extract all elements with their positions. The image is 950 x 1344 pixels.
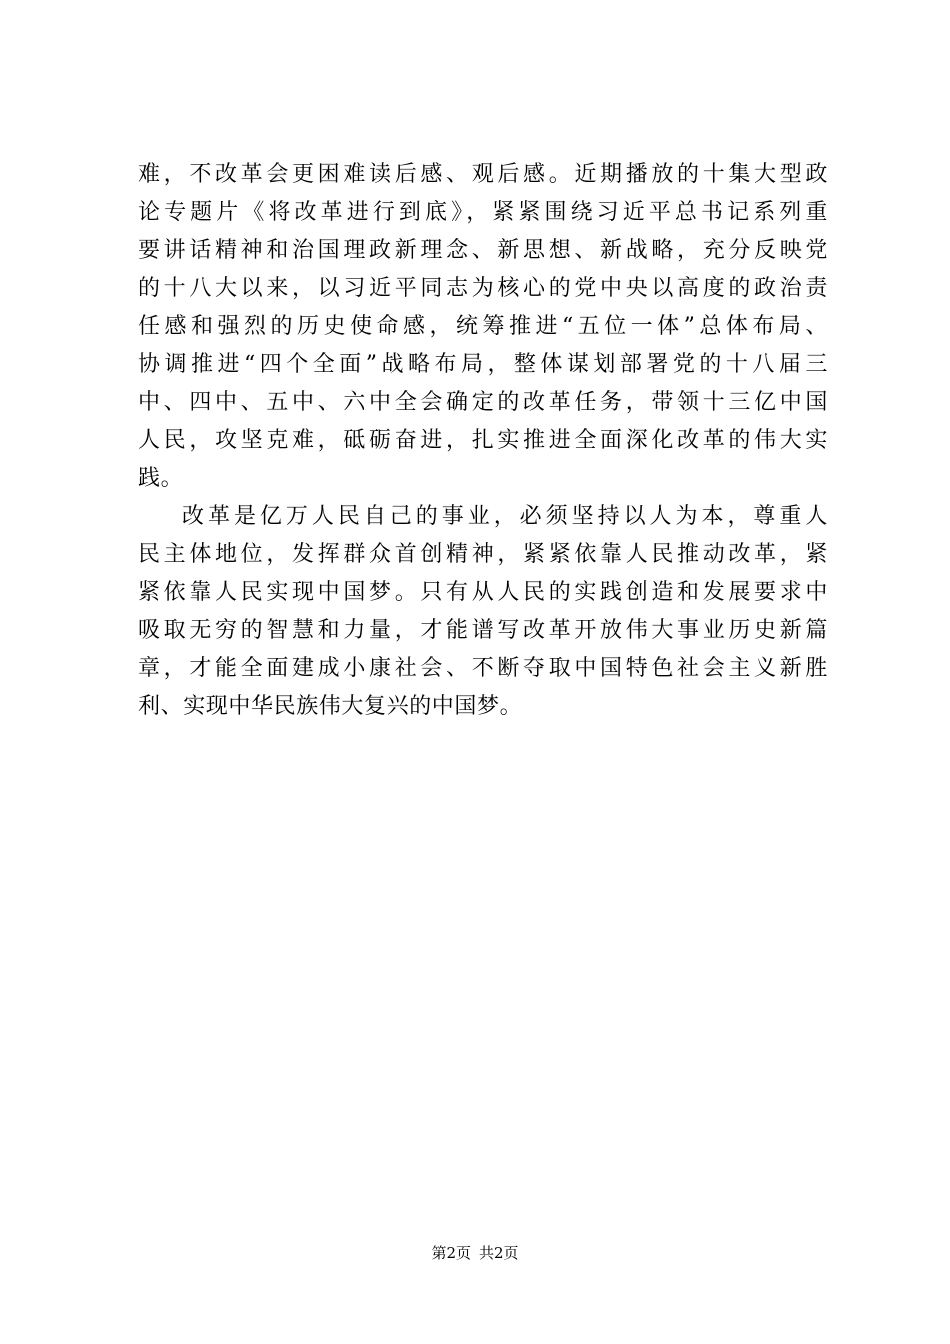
page-footer — [0, 1243, 950, 1263]
text-line: 践。 — [138, 466, 184, 491]
text-line: 利、实现中华民族伟大复兴的中国梦。 — [138, 694, 523, 719]
text-line: 中、四中、五中、六中全会确定的改革任务，带领十三亿中国 — [138, 390, 828, 415]
text-line: 要讲话精神和治国理政新理念、新思想、新战略，充分反映党 — [138, 238, 828, 263]
text-line: 协调推进“四个全面”战略布局，整体谋划部署党的十八届三 — [138, 352, 828, 377]
text-line: 论专题片《将改革进行到底》，紧紧围绕习近平总书记系列重 — [138, 200, 828, 225]
paragraph-1 — [138, 156, 828, 498]
page-number-total: 共2页 — [479, 1244, 519, 1262]
text-line: 人民，攻坚克难，砥砺奋进，扎实推进全面深化改革的伟大实 — [138, 428, 828, 453]
text-line: 改革是亿万人民自己的事业，必须坚持以人为本，尊重人 — [182, 504, 828, 529]
text-line: 吸取无穷的智慧和力量，才能谱写改革开放伟大事业历史新篇 — [138, 618, 828, 643]
text-line: 紧依靠人民实现中国梦。只有从人民的实践创造和发展要求中 — [138, 580, 828, 605]
paragraph-2 — [138, 498, 828, 726]
page-number-current: 第2页 — [431, 1244, 471, 1262]
text-line: 民主体地位，发挥群众首创精神，紧紧依靠人民推动改革，紧 — [138, 542, 828, 567]
text-line: 的十八大以来，以习近平同志为核心的党中央以高度的政治责 — [138, 276, 828, 301]
text-line: 任感和强烈的历史使命感，统筹推进“五位一体”总体布局、 — [138, 314, 828, 339]
text-line: 章，才能全面建成小康社会、不断夺取中国特色社会主义新胜 — [138, 656, 828, 681]
text-line: 难，不改革会更困难读后感、观后感。近期播放的十集大型政 — [138, 162, 828, 187]
document-body — [138, 156, 828, 726]
